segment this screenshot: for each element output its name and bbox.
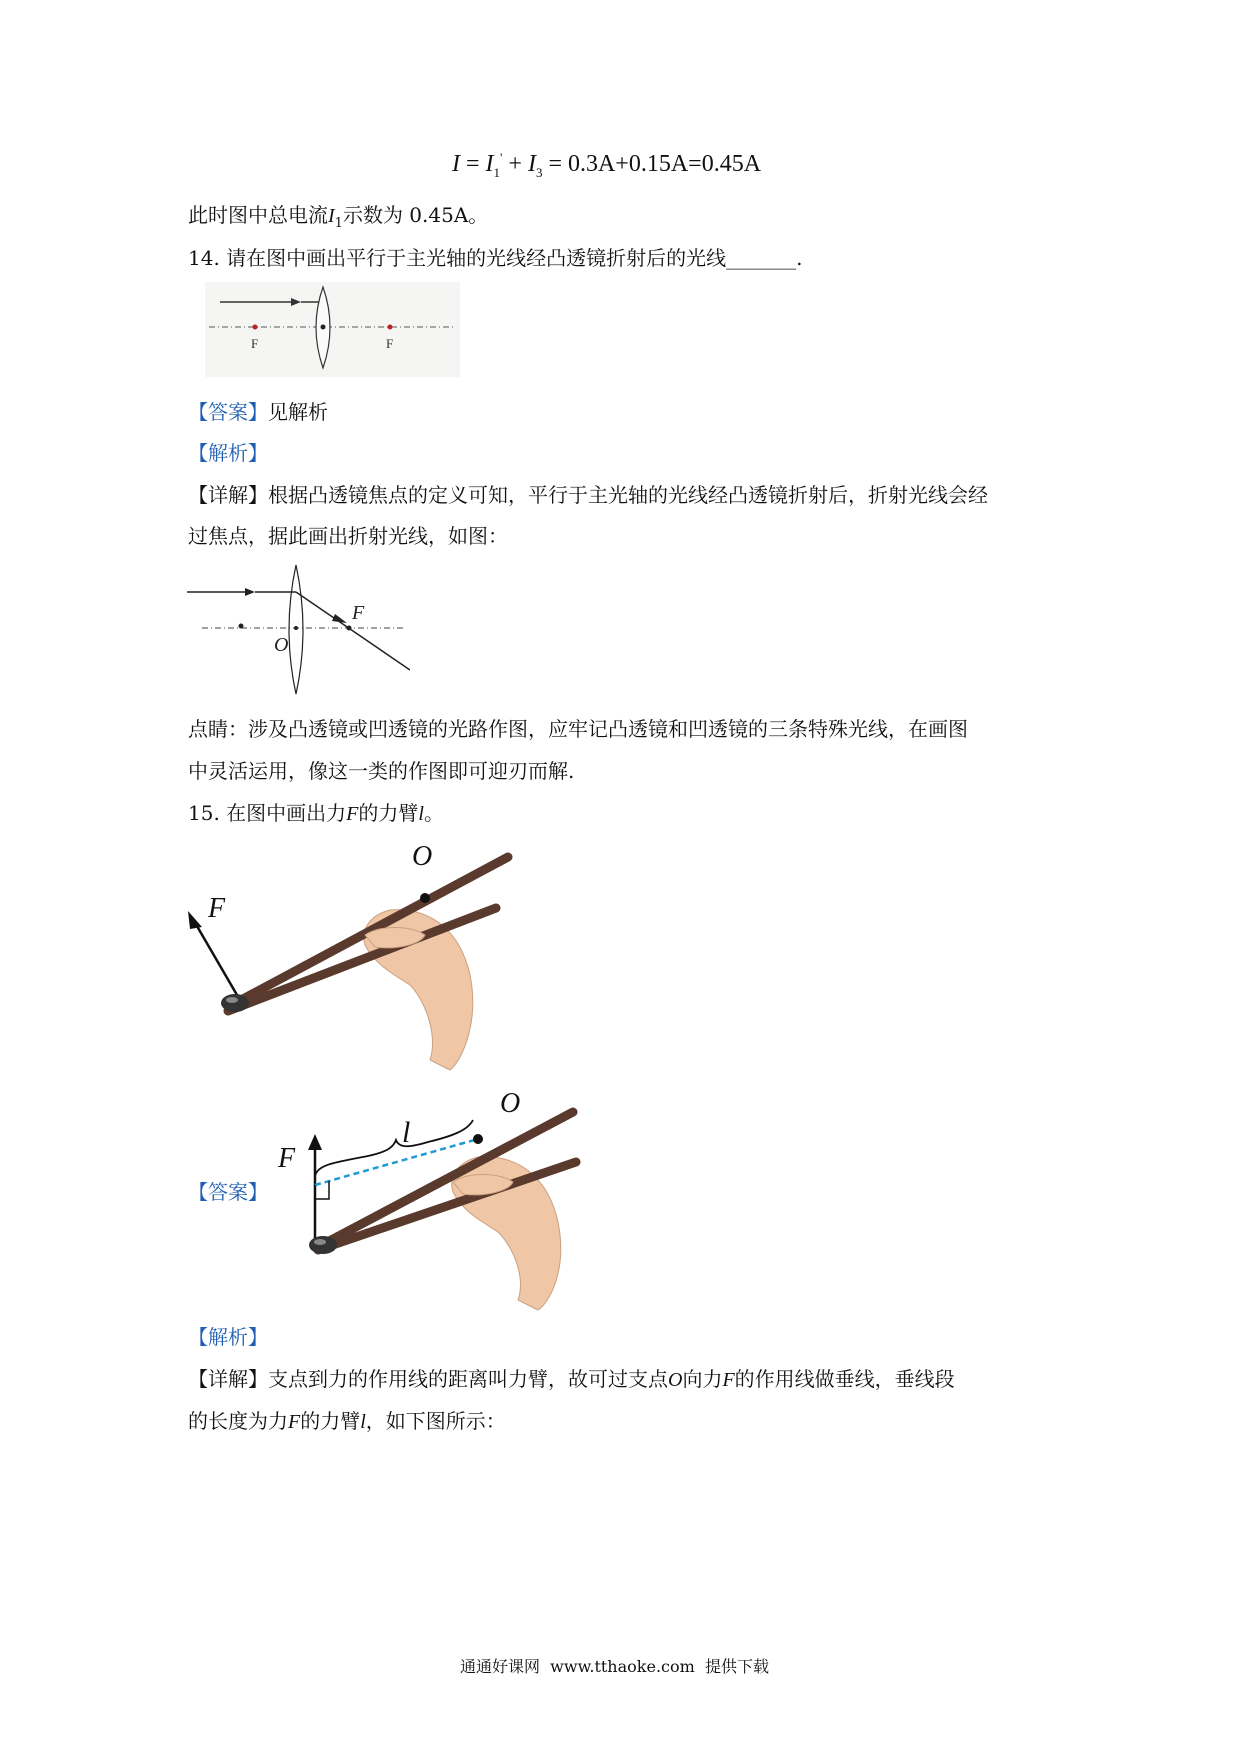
focus-dot — [347, 626, 352, 631]
answer-14 — [188, 397, 328, 427]
force-label: F — [208, 893, 226, 924]
focus-label: F — [352, 602, 365, 624]
detail-14-line-1 — [188, 480, 988, 510]
note-line-1: 点睛：涉及凸透镜或凹透镜的光路作图，应牢记凸透镜和凹透镜的三条特殊光线，在画图 — [188, 717, 968, 741]
arm-brace — [315, 1120, 473, 1177]
pivot-point — [473, 1134, 483, 1144]
formula-term-2: I — [527, 151, 536, 177]
detail-2-after: ，如下图所示： — [365, 1409, 506, 1433]
center-label: O — [274, 634, 289, 656]
detail-text: 根据凸透镜焦点的定义可知，平行于主光轴的光线经凸透镜折射后，折射光线会经 — [268, 483, 988, 507]
formula-term-1: I — [485, 151, 494, 177]
pivot-label: O — [412, 841, 433, 872]
food-ball-highlight — [314, 1239, 326, 1245]
detail-after: 的作用线做垂线，垂线段 — [734, 1367, 955, 1391]
food-ball — [221, 994, 249, 1012]
detail-15-line-2 — [188, 1406, 506, 1437]
total-current-var: I — [328, 205, 335, 227]
formula-eq: = — [460, 151, 486, 177]
answer-tag-15: 【答案】 — [188, 1180, 268, 1204]
note-line-2: 中灵活运用，像这一类的作图即可迎刃而解. — [188, 759, 575, 783]
force-arrowhead — [188, 911, 202, 929]
detail-tag: 【详解】 — [188, 1367, 268, 1391]
total-current-value: 示数为 0.45A。 — [342, 203, 489, 227]
detail-var-o: O — [668, 1369, 683, 1391]
focus-left-dot — [253, 325, 258, 330]
question-15-end: 。 — [423, 801, 444, 825]
question-15-var-l: l — [418, 803, 424, 825]
chopsticks-answer-figure — [268, 1082, 608, 1312]
formula-lhs: I — [452, 151, 460, 177]
total-current-sub: 1 — [334, 216, 343, 231]
formula-term-1-sub: 1 — [493, 164, 501, 180]
focus-right-label: F — [386, 336, 394, 351]
answer-text: 见解析 — [268, 400, 328, 424]
question-15-mid: 的力臂 — [358, 801, 419, 825]
focus-right-dot — [388, 325, 393, 330]
analysis-tag-15: 【解析】 — [188, 1325, 268, 1349]
optical-center-dot — [321, 325, 326, 330]
total-current-text: 此时图中总电流 — [188, 203, 328, 227]
formula-term-2-sub: 3 — [535, 164, 543, 180]
footer: 通通好课网 www.tthaoke.com 提供下载 — [460, 1657, 769, 1676]
force-label: F — [278, 1143, 296, 1174]
detail-2-mid: 的力臂 — [300, 1409, 361, 1433]
lens-figure — [205, 282, 460, 377]
formula-term-1-prime: ' — [500, 150, 503, 165]
question-15 — [188, 798, 444, 829]
force-arrow — [194, 921, 237, 995]
question-15-text: 15. 在图中画出力 — [188, 801, 347, 825]
question-14: 14. 请在图中画出平行于主光轴的光线经凸透镜折射后的光线_______. — [188, 246, 803, 270]
arm-label: l — [402, 1116, 411, 1149]
total-current-line — [188, 200, 488, 239]
chopsticks-figure — [180, 835, 520, 1075]
detail-2-var-f: F — [288, 1411, 301, 1433]
formula-rhs: = 0.3A+0.15A=0.45A — [542, 151, 762, 177]
lens-solution-figure — [185, 562, 410, 697]
formula-plus: + — [502, 151, 528, 177]
focus-left-dot — [239, 624, 244, 629]
refracted-ray-arrowhead — [332, 614, 347, 623]
formula — [452, 150, 761, 181]
answer-tag: 【答案】 — [188, 400, 268, 424]
detail-15-line-1 — [188, 1364, 955, 1395]
optical-center-dot — [294, 626, 298, 630]
detail-tag: 【详解】 — [188, 483, 268, 507]
detail-text: 支点到力的作用线的距离叫力臂，故可过支点 — [268, 1367, 668, 1391]
detail-mid: 向力 — [682, 1367, 723, 1391]
lens-figure-background — [205, 282, 460, 377]
detail-14-line-2: 过焦点，据此画出折射光线，如图： — [188, 524, 508, 548]
detail-2-var-l: l — [360, 1411, 366, 1433]
detail-var-f: F — [722, 1369, 735, 1391]
pivot-point — [420, 893, 430, 903]
incident-ray-arrowhead — [245, 588, 255, 596]
analysis-tag-14: 【解析】 — [188, 441, 268, 465]
detail-2-text: 的长度为力 — [188, 1409, 288, 1433]
question-15-var-f: F — [346, 803, 359, 825]
food-ball — [309, 1236, 337, 1254]
force-arrowhead — [308, 1134, 322, 1150]
food-ball-highlight — [226, 997, 238, 1003]
focus-left-label: F — [251, 336, 259, 351]
pivot-label: O — [500, 1088, 521, 1119]
